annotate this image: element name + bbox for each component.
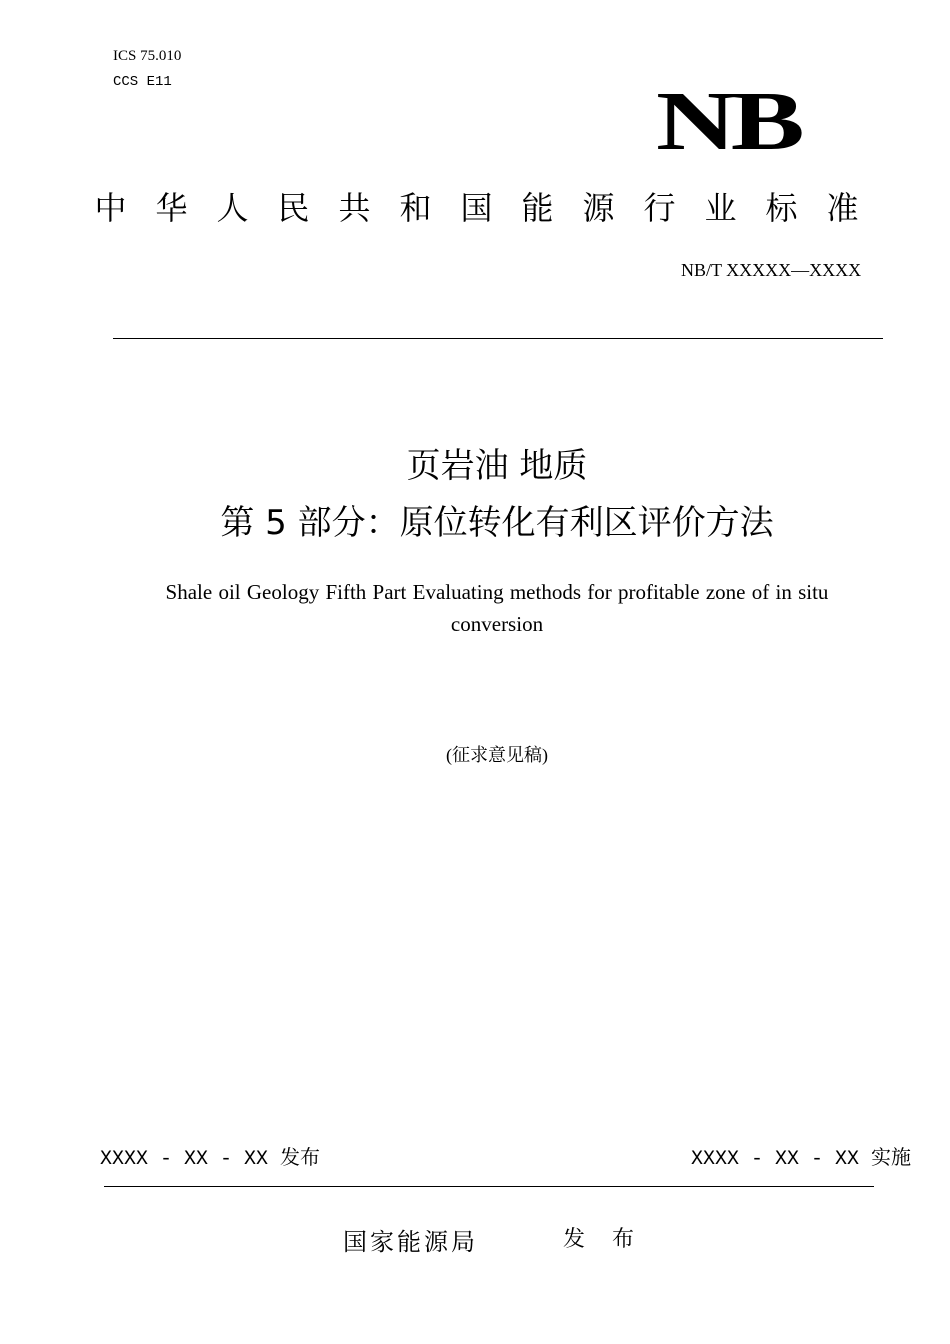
ics-code: ICS 75.010 [113, 48, 182, 64]
publisher-name: 国家能源局 [343, 1228, 478, 1256]
top-divider [113, 338, 883, 339]
document-title-line-2: 第 5 部分：原位转化有利区评价方法 [220, 503, 774, 543]
ccs-code: CCS E11 [113, 74, 172, 90]
draft-status: (征求意见稿) [446, 745, 548, 765]
issue-date: XXXX - XX - XX 发布 [100, 1148, 321, 1171]
implementation-date: XXXX - XX - XX 实施 [691, 1148, 912, 1171]
bottom-divider [104, 1186, 874, 1187]
standard-number: NB/T XXXXX—XXXX [681, 260, 862, 280]
english-title: Shale oil Geology Fifth Part Evaluating methods for profitable zone of in situ conversion [165, 580, 829, 636]
document-title-line-1: 页岩油 地质 [406, 446, 588, 486]
standard-category: 中华人民共和国能源行业标准 [94, 189, 888, 227]
publish-label: 发 布 [563, 1227, 644, 1252]
nb-logo: NB [656, 75, 800, 168]
